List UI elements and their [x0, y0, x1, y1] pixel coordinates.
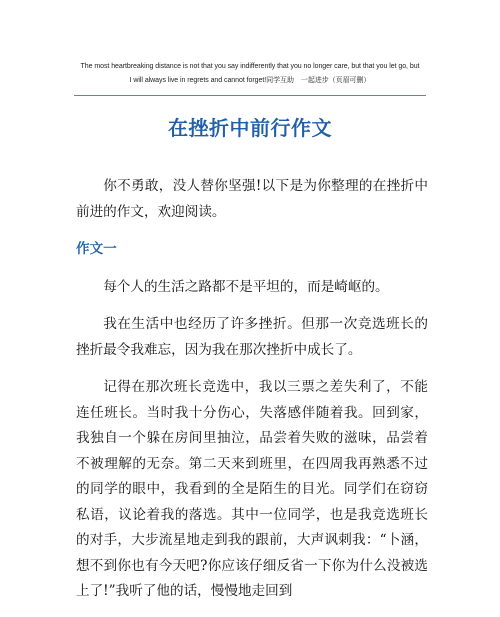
header-divider: [74, 95, 426, 96]
body-paragraph-2: 我在生活中也经历了许多挫折。但那一次竞选班长的挫折最令我难忘，因为我在那次挫折中成长了。: [76, 316, 428, 358]
document-title: 在挫折中前行作文: [168, 116, 332, 140]
body-paragraph-3: 记得在那次班长竞选中，我以三票之差失利了，不能连任班长。当时我十分伤心，失落感伴随着我。回到家，我独自一个躲在房间里抽泣，品尝着失败的滋味，品尝着不被理解的无奈。第二天来到班里，在四周我再熟悉不过的同学的眼中，我看到的全是陌生的目光。同学们在窃窃私语，议论着我的落选。其中一位同学，也是我竞选班长的对手，大步流星地走到我的跟前，大声讽刺我：“卜涵，想不到你也有今天吧?你应该仔细反省一下你为什么没被选上了!”我听了他的话，慢慢地走回到: [76, 379, 428, 599]
section-heading-1: 作文一: [76, 241, 117, 257]
header-line-1: The most heartbreaking distance is not that you say indifferently that you no longer care, but that you let go, but: [80, 63, 420, 70]
body-paragraph-1: 每个人的生活之路都不是平坦的，而是崎岖的。: [103, 278, 389, 295]
header-line-2: I will always live in regrets and cannot forget!同学互助 一起进步（页眉可删）: [129, 77, 371, 84]
document-body: [76, 174, 428, 617]
intro-paragraph: 你不勇敢，没人替你坚强!以下是为你整理的在挫折中前进的作文，欢迎阅读。: [76, 178, 428, 220]
page-header: [70, 60, 430, 88]
